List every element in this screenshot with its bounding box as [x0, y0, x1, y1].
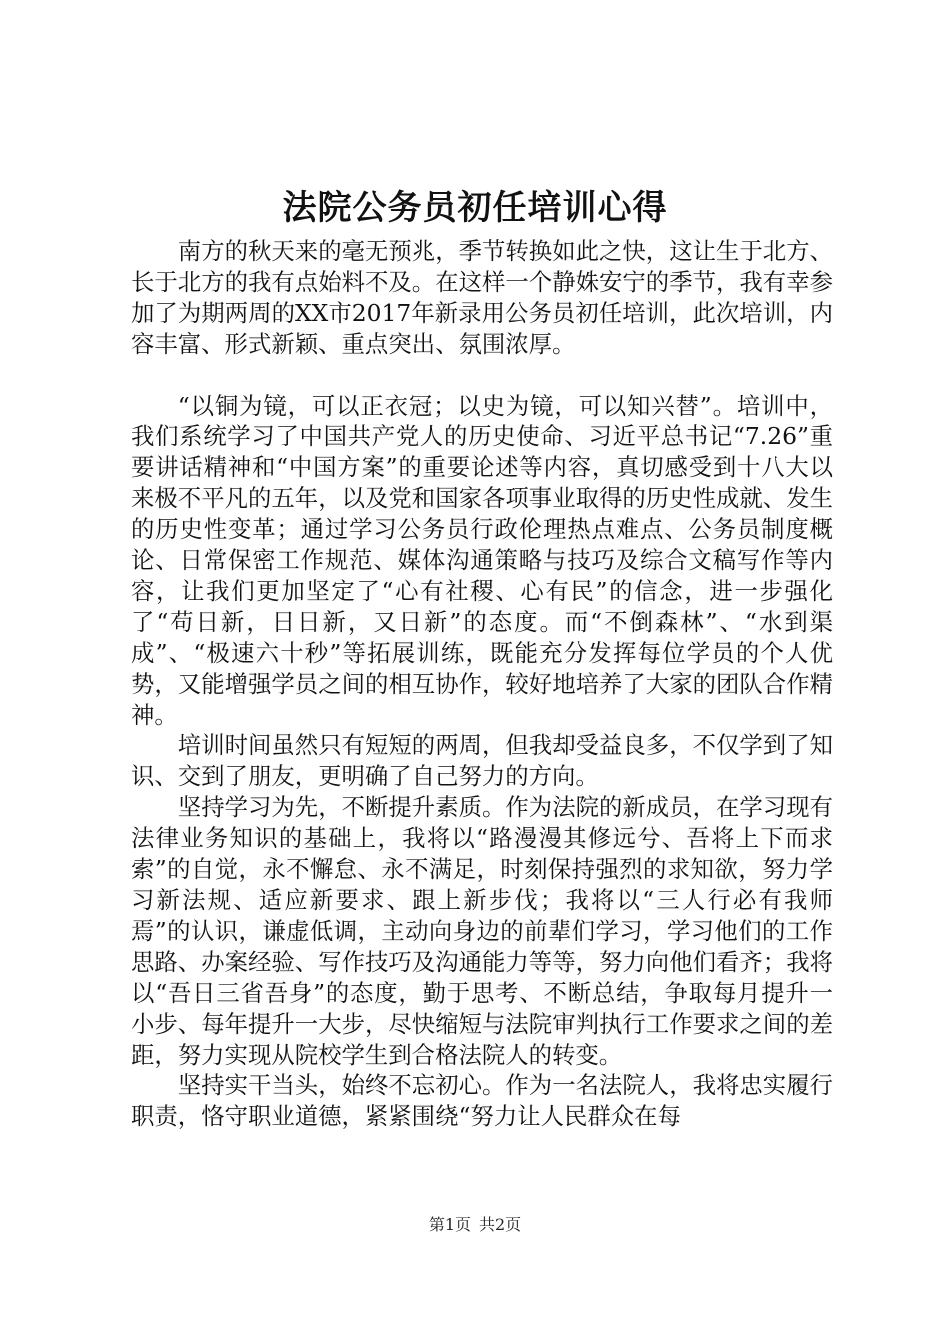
- page-footer: [0, 1213, 950, 1237]
- document-title: 法院公务员初任培训心得: [282, 188, 668, 228]
- paragraph-intro: 南方的秋天来的毫无预兆，季节转换如此之快，这让生于北方、长于北方的我有点始料不及。在这样一个静姝安宁的季节，我有幸参加了为期两周的XX市2017年新录用公务员初任培训，此次培训，内容丰富、形式新颖、重点突出、氛围浓厚。: [131, 237, 833, 358]
- paragraph-training-content: “以铜为镜，可以正衣冠；以史为镜，可以知兴替”。培训中，我们系统学习了中国共产党人的历史使命、习近平总书记“7.26”重要讲话精神和“中国方案”的重要论述等内容，真切感受到十八大以来极不平凡的五年，以及党和国家各项事业取得的历史性成就、发生的历史性变革；通过学习公务员行政伦理热点难点、公务员制度概论、日常保密工作规范、媒体沟通策略与技巧及综合文稿写作等内容，让我们更加坚定了“心有社稷、心有民”的信念，进一步强化了“苟日新，日日新，又日新”的态度。而“不倒森林”、“水到渠成”、“极速六十秒”等拓展训练，既能充分发挥每位学员的个人优势，又能增强学员之间的相互协作，较好地培养了大家的团队合作精神。: [131, 391, 833, 729]
- paragraph-practice-first: 坚持实干当头，始终不忘初心。作为一名法院人，我将忠实履行职责，恪守职业道德，紧紧围绕“努力让人民群众在每: [131, 1071, 833, 1131]
- document-body: [131, 236, 833, 1132]
- paragraph-learning-first: 坚持学习为先，不断提升素质。作为法院的新成员，在学习现有法律业务知识的基础上，我将以“路漫漫其修远兮、吾将上下而求索”的自觉，永不懈怠、永不满足，时刻保持强烈的求知欲，努力学习新法规、适应新要求、跟上新步伐；我将以“三人行必有我师焉”的认识，谦虚低调，主动向身边的前辈们学习，学习他们的工作思路、办案经验、写作技巧及沟通能力等等，努力向他们看齐；我将以“吾日三省吾身”的态度，勤于思考、不断总结，争取每月提升一小步、每年提升一大步，尽快缩短与法院审判执行工作要求之间的差距，努力实现从院校学生到合格法院人的转变。: [131, 793, 833, 1069]
- page-number: 第1页: [428, 1215, 471, 1234]
- page-total: 共2页: [479, 1215, 522, 1234]
- paragraph-benefits: 培训时间虽然只有短短的两周，但我却受益良多，不仅学到了知识、交到了朋友，更明确了自己努力的方向。: [131, 731, 833, 791]
